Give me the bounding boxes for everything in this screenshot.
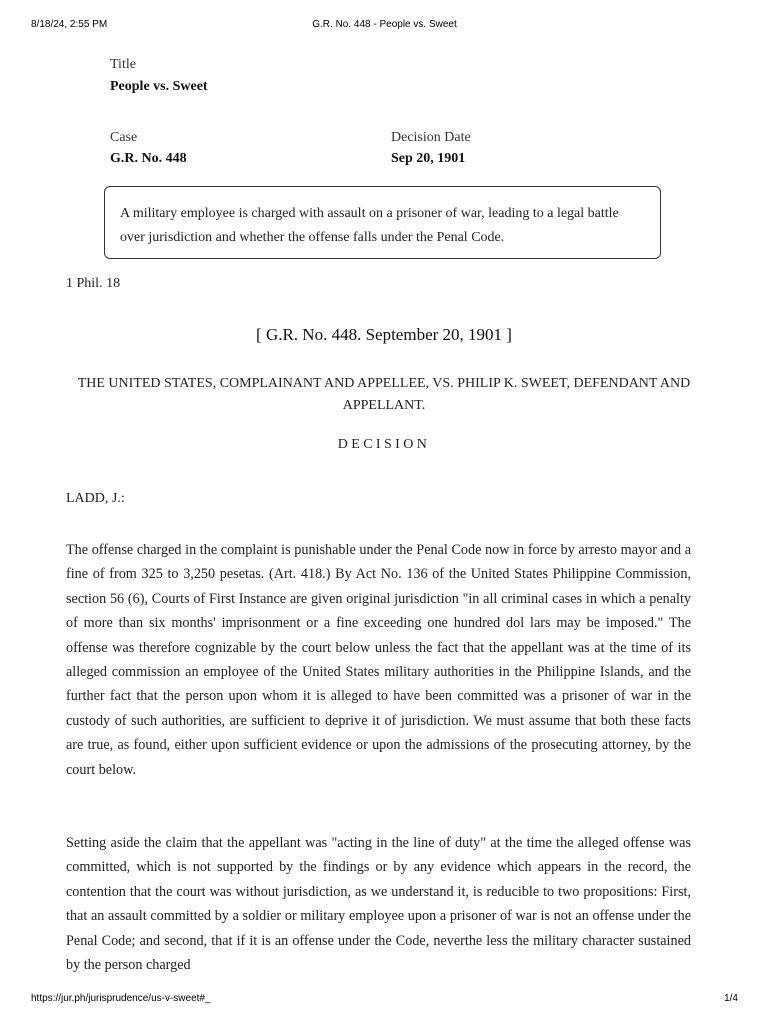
print-header bbox=[31, 19, 738, 33]
body-paragraph: Setting aside the claim that the appellant was "acting in the line of duty" at the time the alleged offense was committed, which is not supported by the findings or by any evidence which appears in the record, the contention that the court was without jurisdiction, as we understand it, is reducible to two propositions: First, that an assault committed by a soldier or military employee upon a prisoner of war is not an offense under the Penal Code; and second, that if it is an offense under the Code, neverthe less the military character sustained by the person charged bbox=[66, 835, 691, 974]
decision-date-value: Sep 20, 1901 bbox=[391, 151, 466, 166]
decision-label: DECISION bbox=[337, 437, 431, 452]
body-paragraph: The offense charged in the complaint is punishable under the Penal Code now in force by arresto mayor and a fine of from 325 to 3,250 pesetas. (Art. 418.) By Act No. 136 of the United States Philippine Commission, section 56 (6), Courts of First Instance are given original jurisdiction "in all criminal cases in which a penalty of more than six months' imprisonment or a fine exceeding one hundred dol lars may be imposed." The offense was therefore cognizable by the court below unless the fact that the appellant was at the time of its alleged commission an employee of the United States military authorities in the Philippine Islands, and the further fact that the person upon whom it is alleged to have been committed was a prisoner of war in the custody of such authorities, are sufficient to deprive it of jurisdiction. We must assume that both these facts are true, as found, either upon sufficient evidence or upon the admissions of the prosecuting attorney, by the court below. bbox=[66, 542, 691, 778]
ponente: LADD, J.: bbox=[66, 491, 125, 506]
case-value: G.R. No. 448 bbox=[110, 151, 187, 166]
print-datetime: 8/18/24, 2:55 PM bbox=[31, 19, 108, 30]
citation: 1 Phil. 18 bbox=[66, 276, 121, 291]
case-summary-box bbox=[104, 186, 661, 259]
print-footer bbox=[31, 993, 738, 1007]
title-value: People vs. Sweet bbox=[110, 79, 208, 94]
case-label: Case bbox=[110, 130, 138, 145]
case-heading: [ G.R. No. 448. September 20, 1901 ] bbox=[256, 325, 512, 344]
print-page-title: G.R. No. 448 - People vs. Sweet bbox=[312, 19, 457, 30]
print-url: https://jur.ph/jurisprudence/us-v-sweet#_ bbox=[31, 993, 211, 1004]
case-summary-text: A military employee is charged with assault on a prisoner of war, leading to a legal battle over jurisdiction and whether the offense falls under the Penal Code. bbox=[120, 206, 619, 245]
title-label: Title bbox=[110, 57, 136, 72]
decision-date-label: Decision Date bbox=[391, 130, 471, 145]
print-page-number: 1/4 bbox=[724, 993, 738, 1004]
case-parties: THE UNITED STATES, COMPLAINANT AND APPELLEE, VS. PHILIP K. SWEET, DEFENDANT AND APPELLANT. bbox=[77, 376, 691, 413]
